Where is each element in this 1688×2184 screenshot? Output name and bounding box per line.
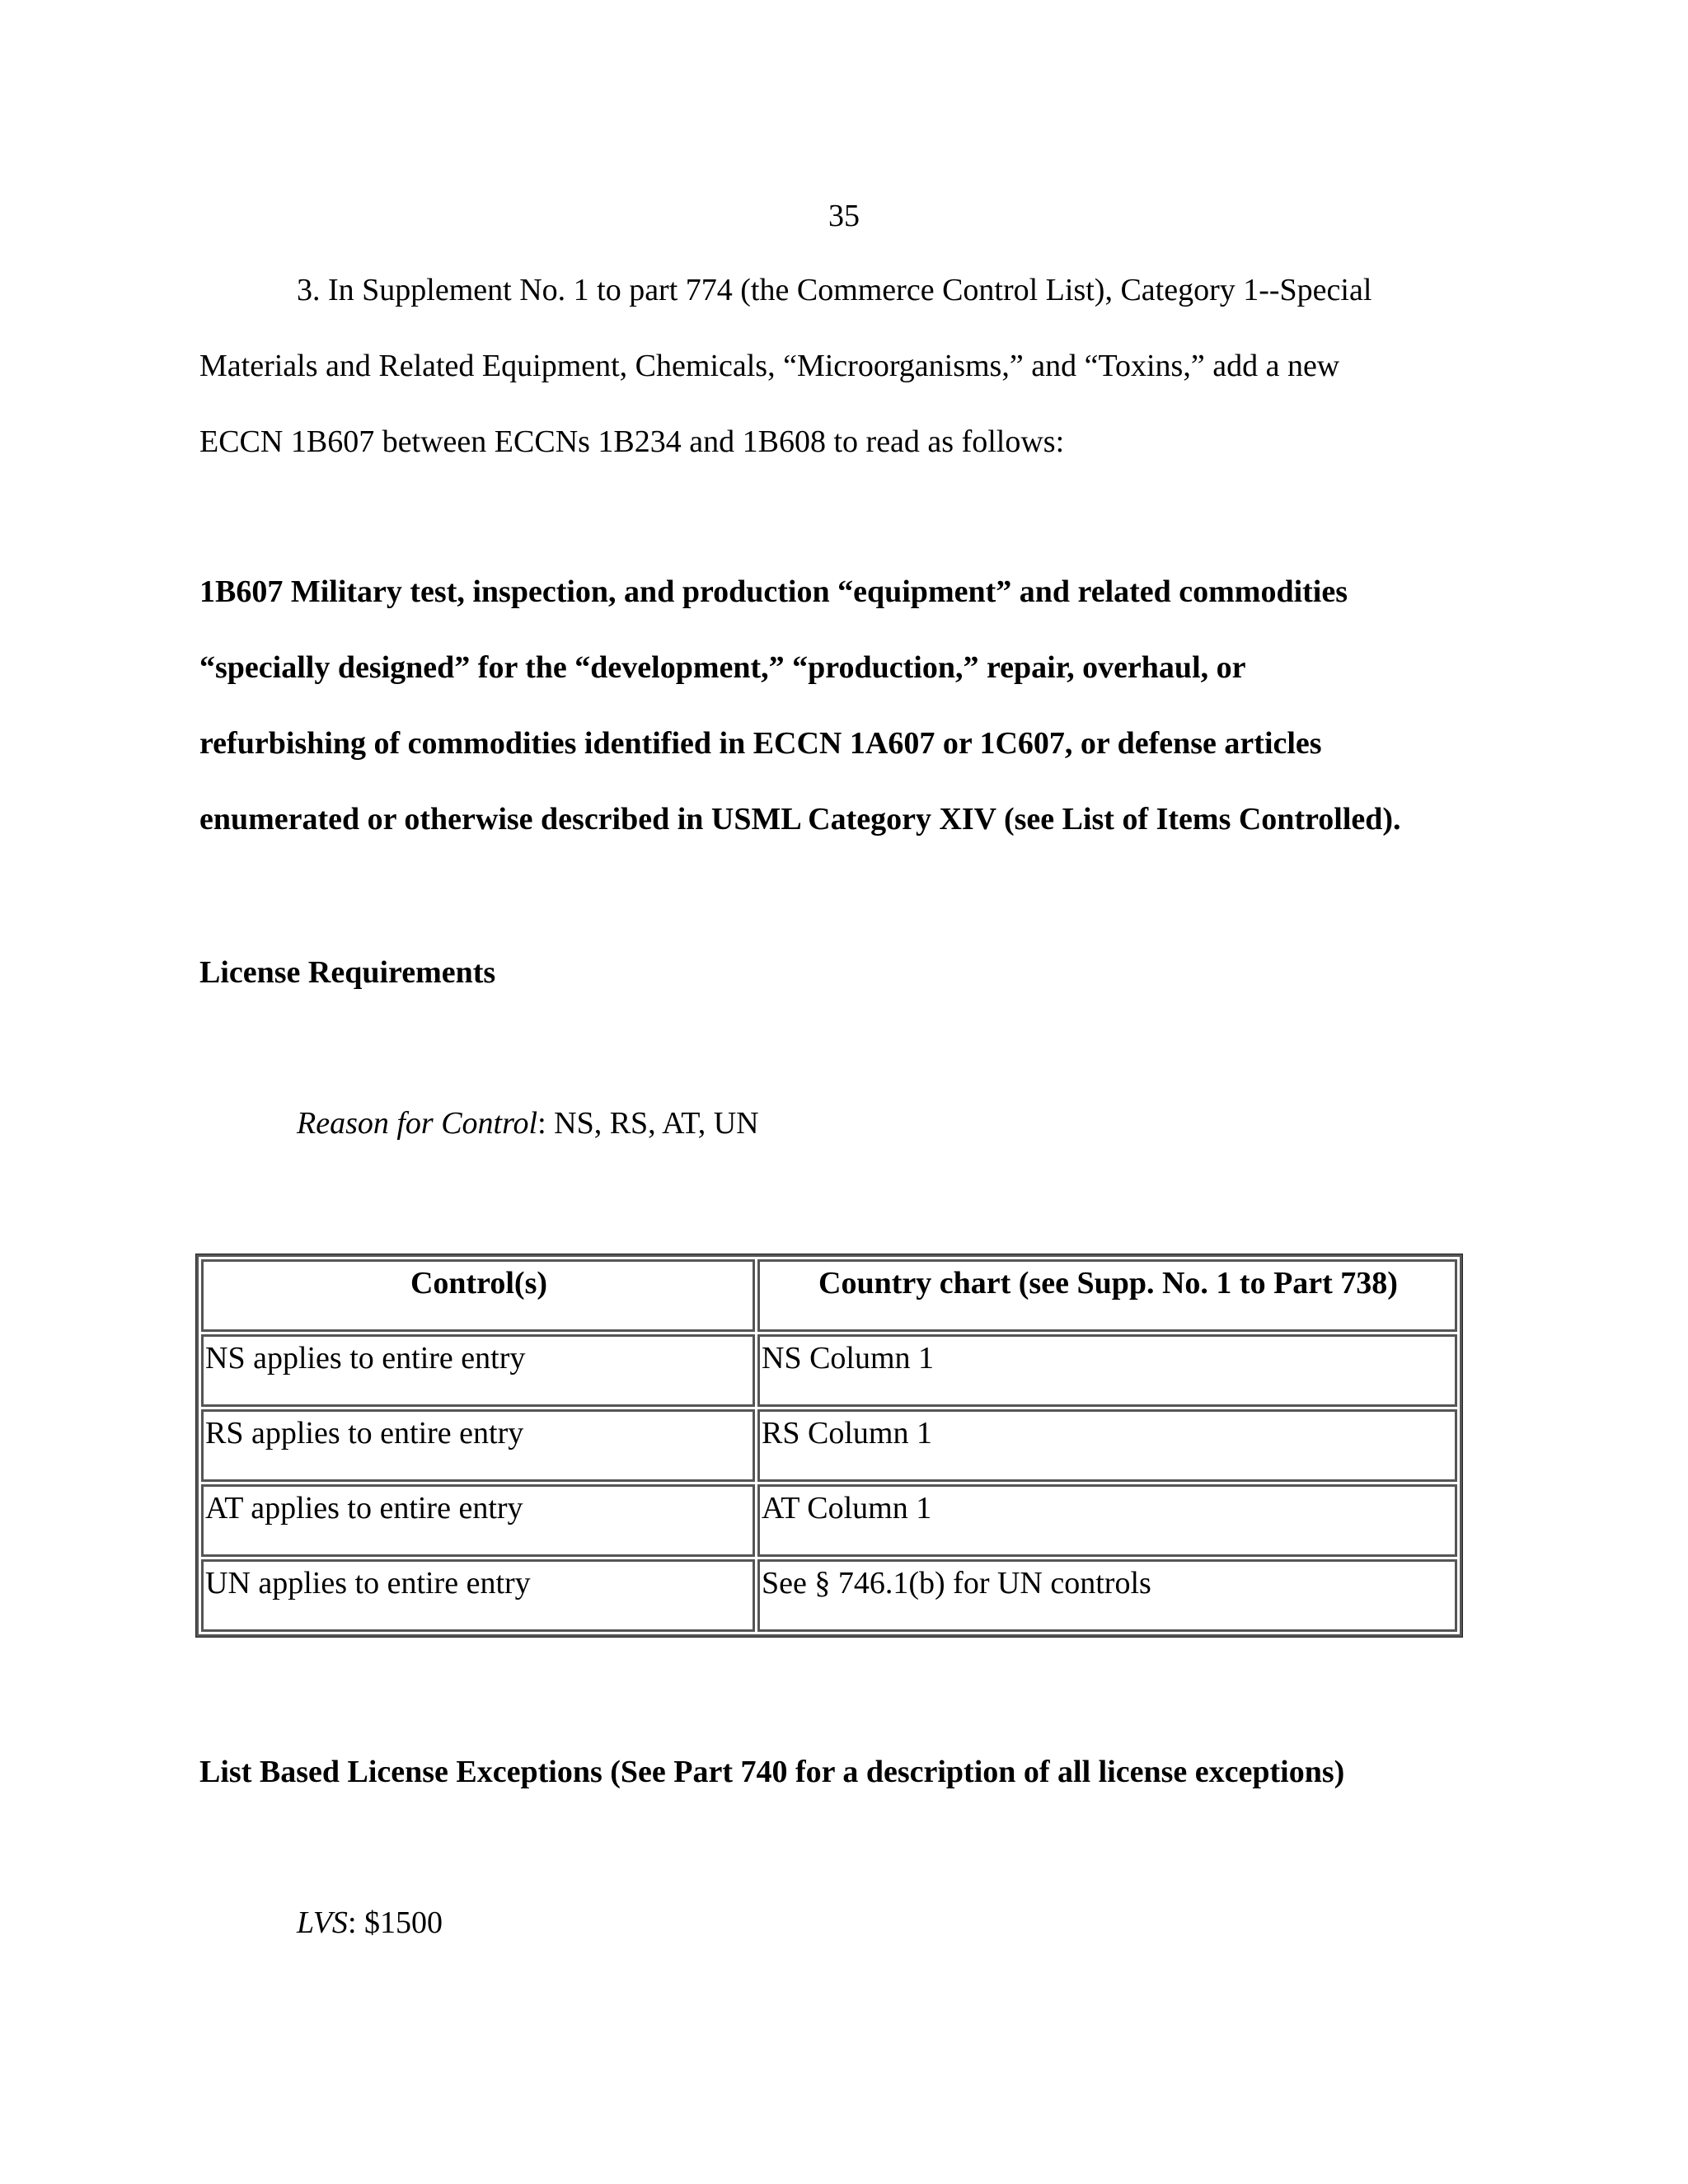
intro-line: 3. In Supplement No. 1 to part 774 (the Commerce Control List), Category 1--Special [297, 273, 1372, 307]
lvs-line [297, 1898, 443, 1947]
table-cell: RS Column 1 [757, 1409, 1457, 1482]
entry-line: 1B607 Military test, inspection, and production “equipment” and related commodities [199, 574, 1348, 609]
table-header-cell: Control(s) [201, 1259, 755, 1332]
table-row [201, 1484, 1457, 1557]
entry-line: “specially designed” for the “development,” “production,” repair, overhaul, or [199, 650, 1246, 685]
intro-line: ECCN 1B607 between ECCNs 1B234 and 1B608 to read as follows: [199, 424, 1065, 459]
reason-value: : NS, RS, AT, UN [537, 1106, 759, 1141]
table-cell: See § 746.1(b) for UN controls [757, 1559, 1457, 1632]
table-header-cell: Country chart (see Supp. No. 1 to Part 738) [757, 1259, 1457, 1332]
table-row [201, 1409, 1457, 1482]
table-cell: AT applies to entire entry [201, 1484, 755, 1557]
license-exceptions-heading: List Based License Exceptions (See Part 740 for a description of all license exceptions) [199, 1755, 1345, 1789]
table-cell: RS applies to entire entry [201, 1409, 755, 1482]
lvs-value: : $1500 [347, 1905, 443, 1940]
table-row [201, 1559, 1457, 1632]
table-cell: NS Column 1 [757, 1334, 1457, 1407]
intro-line: Materials and Related Equipment, Chemicals, “Microorganisms,” and “Toxins,” add a new [199, 349, 1340, 383]
intro-paragraph [199, 265, 1485, 493]
entry-line: enumerated or otherwise described in USML Category XIV (see List of Items Controlled). [199, 802, 1401, 837]
reason-label: Reason for Control [297, 1106, 538, 1141]
eccn-entry-heading [199, 567, 1502, 870]
lvs-label: LVS [297, 1905, 348, 1940]
reason-for-control [297, 1099, 759, 1148]
page-number: 35 [828, 199, 860, 233]
table-cell: UN applies to entire entry [201, 1559, 755, 1632]
table-header-row [201, 1259, 1457, 1332]
controls-table [196, 1254, 1462, 1637]
table-cell: AT Column 1 [757, 1484, 1457, 1557]
entry-line: refurbishing of commodities identified in ECCN 1A607 or 1C607, or defense articles [199, 726, 1322, 761]
table-cell: NS applies to entire entry [201, 1334, 755, 1407]
license-requirements-heading: License Requirements [199, 955, 496, 990]
table-row [201, 1334, 1457, 1407]
